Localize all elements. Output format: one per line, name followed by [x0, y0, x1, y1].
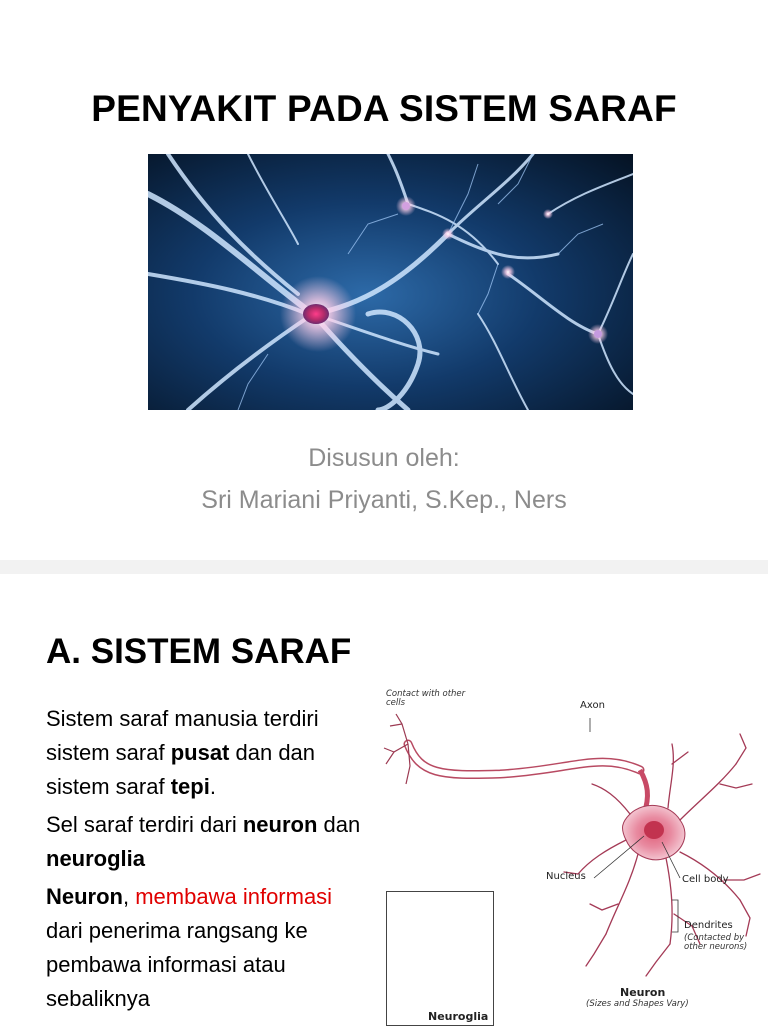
dendrites-label: Dendrites [684, 920, 733, 931]
keyword-neuron-2: Neuron [46, 884, 123, 909]
paragraph-nerve-cells: Sel saraf terdiri dari neuron dan neuroglia [46, 812, 361, 871]
neuron-network-illustration [148, 154, 633, 410]
slide-divider [0, 560, 768, 574]
subtitle-author-name: Sri Mariani Priyanti, S.Kep., Ners [201, 486, 567, 514]
neuron-note: (Sizes and Shapes Vary) [586, 999, 689, 1009]
contact-label: Contact with other cells [386, 689, 466, 708]
subtitle-author-label: Disusun oleh: [308, 444, 460, 472]
neuroglia-label: Neuroglia [428, 1010, 489, 1023]
keyword-neuron: neuron [242, 812, 318, 837]
content-slide [0, 574, 768, 1024]
cell-body-label: Cell body [682, 874, 729, 885]
neuron-network-image [148, 154, 633, 410]
slide-title: PENYAKIT PADA SISTEM SARAF [91, 88, 677, 129]
keyword-pusat: pusat [170, 740, 230, 765]
highlight-membawa-informasi: membawa informasi [135, 884, 333, 909]
nucleus-label: Nucleus [546, 871, 586, 882]
paragraph-nervous-system: Sistem saraf manusia terdiri sistem saraf pusat dan dan sistem saraf tepi. [46, 706, 319, 799]
neuron-diagram [380, 689, 768, 1024]
keyword-tepi: tepi [170, 774, 210, 799]
section-title: A. SISTEM SARAF [46, 632, 352, 671]
keyword-neuroglia: neuroglia [46, 846, 146, 871]
neuroglia-panel [386, 891, 494, 1026]
neuron-label: Neuron [620, 986, 666, 999]
dendrites-note: (Contacted by other neurons) [684, 933, 748, 952]
paragraph-neuron-function: Neuron, membawa informasi dari penerima rangsang ke pembawa informasi atau sebaliknya [46, 884, 333, 1011]
axon-label: Axon [580, 700, 605, 711]
body-text [46, 702, 366, 1020]
